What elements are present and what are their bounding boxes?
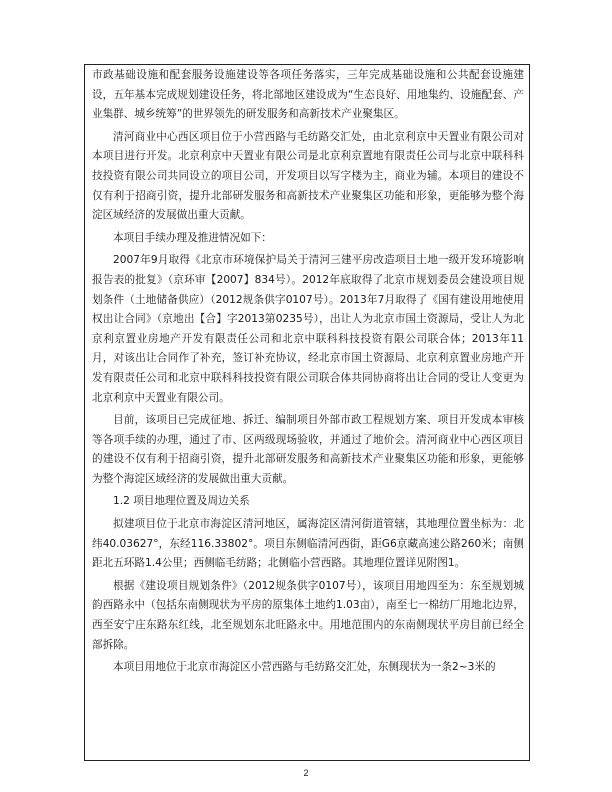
paragraph-procedures: 2007年9月取得《北京市环境保护局关于清河三建平房改造项目土地一级开发环境影响报告表的批复》（京环审【2007】834号）。2012年底取得了北京市规划委员会建设项目规划条件（土地储备供应）（2012规条供字0107号）。2013年7月取得了《国有建设用地使用权出让合同》（京地出【合】字2013第0235号），出让人为北京市国土资源局，受让人为北京利京置业房地产开发有限责任公司和北京中联科科技投资有限公司联合体；2013年11月，对该出让合同作了补充，签订补充协议，经北京市国土资源局、北京利京置业房地产开发有限责任公司和北京中联科科技投资有限公司联合体共同协商将出让合同的受让人变更为北京利京中天置业有限公司。 — [92, 254, 524, 404]
paragraph-procedures-heading: 本项目手续办理及推进情况如下： — [113, 231, 272, 244]
page-number: 2 — [303, 768, 309, 778]
paragraph-current-status: 目前，该项目已完成征地、拆迁、编制项目外部市政工程规划方案、项目开发成本审核等各项手续的办理，通过了市、区两级现场验收，并通过了地价会。清河商业中心西区项目的建设不仅有利于招商引资，提升北部研发服务和高新技术产业聚集区功能和形象，更能够为整个海淀区域经济的发展做出重大贡献。 — [92, 414, 524, 485]
paragraph-boundary: 根据《建设项目规划条件》（2012规条供字0107号），该项目用地四至为：东至规划城韵西路永中（包括东南侧现状为平房的原集体土地约1.03亩），南至七一棉纺厂用地北边界，西至安宁庄东路东红线，北至规划东北旺路永中。用地范围内的东南侧现状平房目前已经全部拆除。 — [92, 579, 524, 651]
paragraph-project-intro: 清河商业中心西区项目位于小营西路与毛纺路交汇处，由北京利京中天置业有限公司对本项目进行开发。北京利京中天置业有限公司是北京利京置地有限责任公司与北京中联科科技投资有限公司共同设立的项目公司，开发项目以写字楼为主，商业为辅。本项目的建设不仅有利于招商引资，提升北部研发服务和高新技术产业聚集区功能和形象，更能够为整个海淀区域经济的发展做出重大贡献。 — [92, 130, 524, 222]
paragraph-land-use: 本项目用地位于北京市海淀区小营西路与毛纺路交汇处，东侧现状为一条2~3米的 — [113, 661, 496, 674]
section-heading: 1.2 项目地理位置及周边关系 — [113, 495, 250, 508]
paragraph-continuation: 市政基础设施和配套服务设施建设等各项任务落实，三年完成基础设施和公共配套设施建设，五年基本完成规划建设任务，将北部地区建设成为“生态良好、用地集约、设施配套、产业集群、城乡统筹”的世界领先的研发服务和高新技术产业聚集区。 — [92, 69, 524, 121]
paragraph-location: 拟建项目位于北京市海淀区清河地区，属海淀区清河街道管辖，其地理位置坐标为：北纬40.03627°，东经116.33802°。项目东侧临清河西街，距G6京藏高速公路260米；南侧距北五环路1.4公里；西侧临毛纺路；北侧临小营西路。其地理位置详见附图1。 — [92, 518, 524, 570]
document-body — [92, 66, 524, 681]
